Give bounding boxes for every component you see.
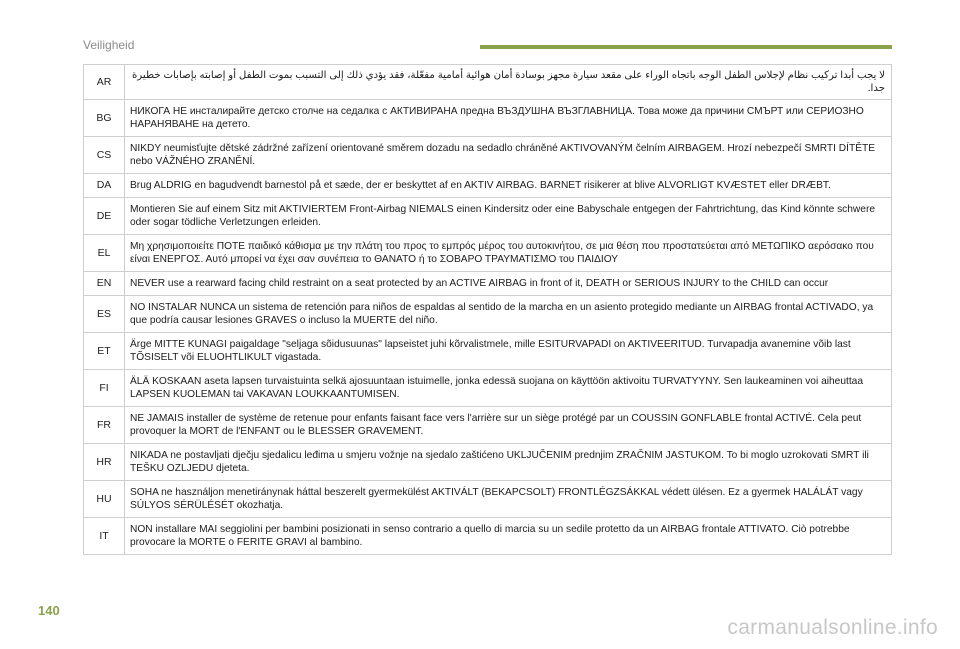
warning-text: NIKDY neumisťujte dětské zádržné zařízení orientované směrem dozadu na sedadlo chráněné AKTIVOVANÝM čelním AIRBAGEM. Hrozí nebezpečí SMRTI DÍTĚTE nebo VÁŽNÉHO ZRANĚNÍ. — [125, 137, 892, 174]
language-code: HU — [84, 481, 125, 518]
table-row — [84, 407, 892, 444]
warning-text: Ärge MITTE KUNAGI paigaldage "seljaga sõidusuunas" lapseistet juhi kõrvalistmele, mille ESITURVAPADI on AKTIVEERITUD. Turvapadja avanemine võib last TÕSISELT või ELUOHTLIKULT vigastada. — [125, 333, 892, 370]
language-code: DA — [84, 174, 125, 198]
language-code: EN — [84, 272, 125, 296]
warning-text: НИКОГА НЕ инсталирайте детско столче на седалка с АКТИВИРАНА предна ВЪЗДУШНА ВЪЗГЛАВНИЦА. Това може да причини СМЪРТ или СЕРИОЗНО НАРАНЯВАНЕ на детето. — [125, 100, 892, 137]
warning-text: NO INSTALAR NUNCA un sistema de retención para niños de espaldas al sentido de la marcha en un asiento protegido mediante un AIRBAG frontal ACTIVADO, ya que podría causar lesiones GRAVES o incluso la MUERTE del niño. — [125, 296, 892, 333]
page-number: 140 — [38, 603, 60, 618]
table-row — [84, 444, 892, 481]
language-code: HR — [84, 444, 125, 481]
warning-text: NE JAMAIS installer de système de retenue pour enfants faisant face vers l'arrière sur un siège protégé par un COUSSIN GONFLABLE frontal ACTIVÉ. Cela peut provoquer la MORT de l'ENFANT ou le BLESSER GRAVEMENT. — [125, 407, 892, 444]
language-code: CS — [84, 137, 125, 174]
table-row — [84, 333, 892, 370]
warning-text: Brug ALDRIG en bagudvendt barnestol på et sæde, der er beskyttet af en AKTIV AIRBAG. BARNET risikerer at blive ALVORLIGT KVÆSTET eller DRÆBT. — [125, 174, 892, 198]
airbag-warning-table — [83, 64, 892, 555]
warning-text: ÄLÄ KOSKAAN aseta lapsen turvaistuinta selkä ajosuuntaan istuimelle, jonka edessä suojana on käyttöön aktivoitu TURVATYYNY. Sen laukeaminen voi aiheuttaa LAPSEN KUOLEMAN tai VAKAVAN LOUKKAANTUMISEN. — [125, 370, 892, 407]
warning-text: SOHA ne használjon menetiránynak háttal beszerelt gyermekülést AKTIVÁLT (BEKAPCSOLT) FRONTLÉGZSÁKKAL védett ülésen. Ez a gyermek HALÁLÁT vagy SÚLYOS SÉRÜLÉSÉT okozhatja. — [125, 481, 892, 518]
warning-text: لا يجب أبدا تركيب نظام لإجلاس الطفل الوجه باتجاه الوراء على مقعد سيارة مجهز بوسادة أمان هوائية أمامية مفعّلة، فقد يؤدي ذلك إلى التسبب بموت الطفل أو إصابته بإصابات خطيرة جدا. — [125, 65, 892, 100]
language-code: DE — [84, 198, 125, 235]
page-section-title: Veiligheid — [83, 38, 135, 52]
table-row — [84, 65, 892, 100]
warning-text: Μη χρησιμοποιείτε ΠΟΤΕ παιδικό κάθισμα με την πλάτη του προς το εμπρός μέρος του αυτοκινήτου, σε μια θέση που προστατεύεται από ΜΕΤΩΠΙΚΟ αερόσακο που είναι ΕΝΕΡΓΟΣ. Αυτό μπορεί να έχει σαν συνέπεια το ΘΑΝΑΤΟ ή το ΣΟΒΑΡΟ ΤΡΑΥΜΑΤΙΣΜΟ του ΠΑΙΔΙΟΥ — [125, 235, 892, 272]
language-code: IT — [84, 518, 125, 555]
language-code: ET — [84, 333, 125, 370]
warning-text: Montieren Sie auf einem Sitz mit AKTIVIERTEM Front-Airbag NIEMALS einen Kindersitz oder eine Babyschale entgegen der Fahrtrichtung, das Kind könnte schwere oder sogar tödliche Verletzungen erleiden. — [125, 198, 892, 235]
watermark: carmanualsonline.info — [727, 616, 938, 639]
table-row — [84, 100, 892, 137]
language-code: FI — [84, 370, 125, 407]
warning-text: NEVER use a rearward facing child restraint on a seat protected by an ACTIVE AIRBAG in front of it, DEATH or SERIOUS INJURY to the CHILD can occur — [125, 272, 892, 296]
language-code: FR — [84, 407, 125, 444]
header-divider — [480, 45, 892, 49]
warning-text: NIKADA ne postavljati dječju sjedalicu leđima u smjeru vožnje na sjedalo zaštićeno UKLJUČENIM prednjim ZRAČNIM JASTUKOM. To bi moglo uzrokovati SMRT ili TEŠKU OZLJEDU djeteta. — [125, 444, 892, 481]
table-row — [84, 518, 892, 555]
table-row — [84, 296, 892, 333]
language-code: ES — [84, 296, 125, 333]
table-row — [84, 198, 892, 235]
language-code: EL — [84, 235, 125, 272]
warning-text: NON installare MAI seggiolini per bambini posizionati in senso contrario a quello di marcia su un sedile protetto da un AIRBAG frontale ATTIVATO. Ciò potrebbe provocare la MORTE o FERITE GRAVI al bambino. — [125, 518, 892, 555]
language-code: AR — [84, 65, 125, 100]
table-row — [84, 174, 892, 198]
table-row — [84, 481, 892, 518]
table-row — [84, 272, 892, 296]
language-code: BG — [84, 100, 125, 137]
table-row — [84, 235, 892, 272]
table-row — [84, 137, 892, 174]
table-row — [84, 370, 892, 407]
